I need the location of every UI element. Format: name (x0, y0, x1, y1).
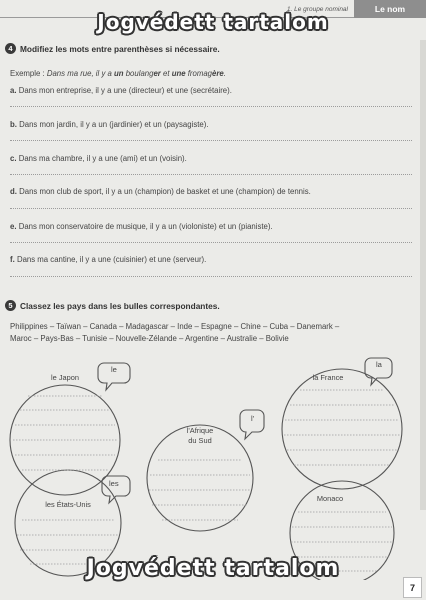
example-ending-er: er (153, 69, 161, 78)
example-text-a: Dans ma rue, il y a (46, 69, 115, 78)
item-letter: e. (10, 222, 17, 231)
header-section: 1. Le groupe nominal (286, 6, 348, 13)
page-number: 7 (403, 577, 422, 598)
example-prefix: Exemple : (10, 69, 47, 78)
bubble-label-japon: le Japon (51, 373, 79, 382)
item-text: Dans ma chambre, il y a une (ami) et un (voisin). (18, 154, 187, 163)
example-article-une: une (171, 69, 186, 78)
example-text-c: boulang (123, 69, 154, 78)
example-ending-ere: ère (212, 69, 224, 78)
answer-line-a[interactable] (10, 106, 412, 107)
answer-line-f[interactable] (10, 276, 412, 277)
answer-line-d[interactable] (10, 208, 412, 209)
answer-line-e[interactable] (10, 242, 412, 243)
item-letter: f. (10, 255, 15, 264)
example-text-e: et (160, 69, 172, 78)
answer-line-c[interactable] (10, 174, 412, 175)
exercise-4-item-e (10, 222, 273, 231)
exercise-5-instruction: Classez les pays dans les bulles correspondantes. (20, 301, 220, 311)
bubble-label-monaco: Monaco (316, 494, 344, 503)
item-letter: c. (10, 154, 17, 163)
bubble-label-etats-unis: les États-Unis (45, 500, 91, 509)
item-text: Dans mon club de sport, il y a un (champion) de basket et une (champion) de tennis. (19, 187, 311, 196)
country-list-line-1: Philippines – Taïwan – Canada – Madagascar – Inde – Espagne – Chine – Cuba – Danemark – (10, 322, 340, 331)
exercise-4-item-c (10, 154, 187, 163)
item-text: Dans mon jardin, il y a un (jardinier) et un (paysagiste). (19, 120, 209, 129)
item-text: Dans mon conservatoire de musique, il y a un (violoniste) et un (pianiste). (18, 222, 273, 231)
header-tab: Le nom (354, 0, 426, 18)
example-text-g: fromag (185, 69, 212, 78)
watermark-top: Jogvédett tartalom (97, 10, 329, 34)
country-list (10, 321, 410, 344)
bubble-label-afrique (170, 426, 230, 446)
bubble-label-afrique-line2: du Sud (188, 436, 212, 445)
exercise-4-item-b (10, 120, 209, 129)
bubble-circle-france (282, 369, 402, 489)
watermark-bottom: Jogvédett tartalom (86, 556, 340, 581)
item-letter: b. (10, 120, 17, 129)
item-text: Dans mon entreprise, il y a une (directeur) et une (secrétaire). (18, 86, 232, 95)
answer-line-b[interactable] (10, 140, 412, 141)
example-period: . (223, 69, 226, 78)
item-letter: a. (10, 86, 17, 95)
item-text: Dans ma cantine, il y a une (cuisinier) et une (serveur). (16, 255, 207, 264)
article-la: la (376, 360, 382, 369)
bubble-label-afrique-line1: l'Afrique (186, 426, 214, 435)
article-les: les (109, 479, 119, 488)
exercise-4-item-a (10, 86, 232, 95)
exercise-5-badge: 5 (5, 300, 16, 311)
country-list-line-2: Maroc – Pays-Bas – Tunisie – Nouvelle-Zélande – Argentine – Australie – Bolivie (10, 333, 289, 343)
article-le: le (111, 365, 117, 374)
item-letter: d. (10, 187, 17, 196)
article-l: l' (251, 414, 255, 423)
bubble-diagram (0, 350, 426, 580)
exercise-4-badge: 4 (5, 43, 16, 54)
example-article-un: un (114, 69, 124, 78)
exercise-4-item-d (10, 187, 311, 196)
bubble-label-france: la France (312, 373, 344, 382)
exercise-4-instruction: Modifiez les mots entre parenthèses si nécessaire. (20, 44, 220, 54)
exercise-4-example (10, 69, 226, 78)
exercise-4-item-f (10, 255, 206, 264)
